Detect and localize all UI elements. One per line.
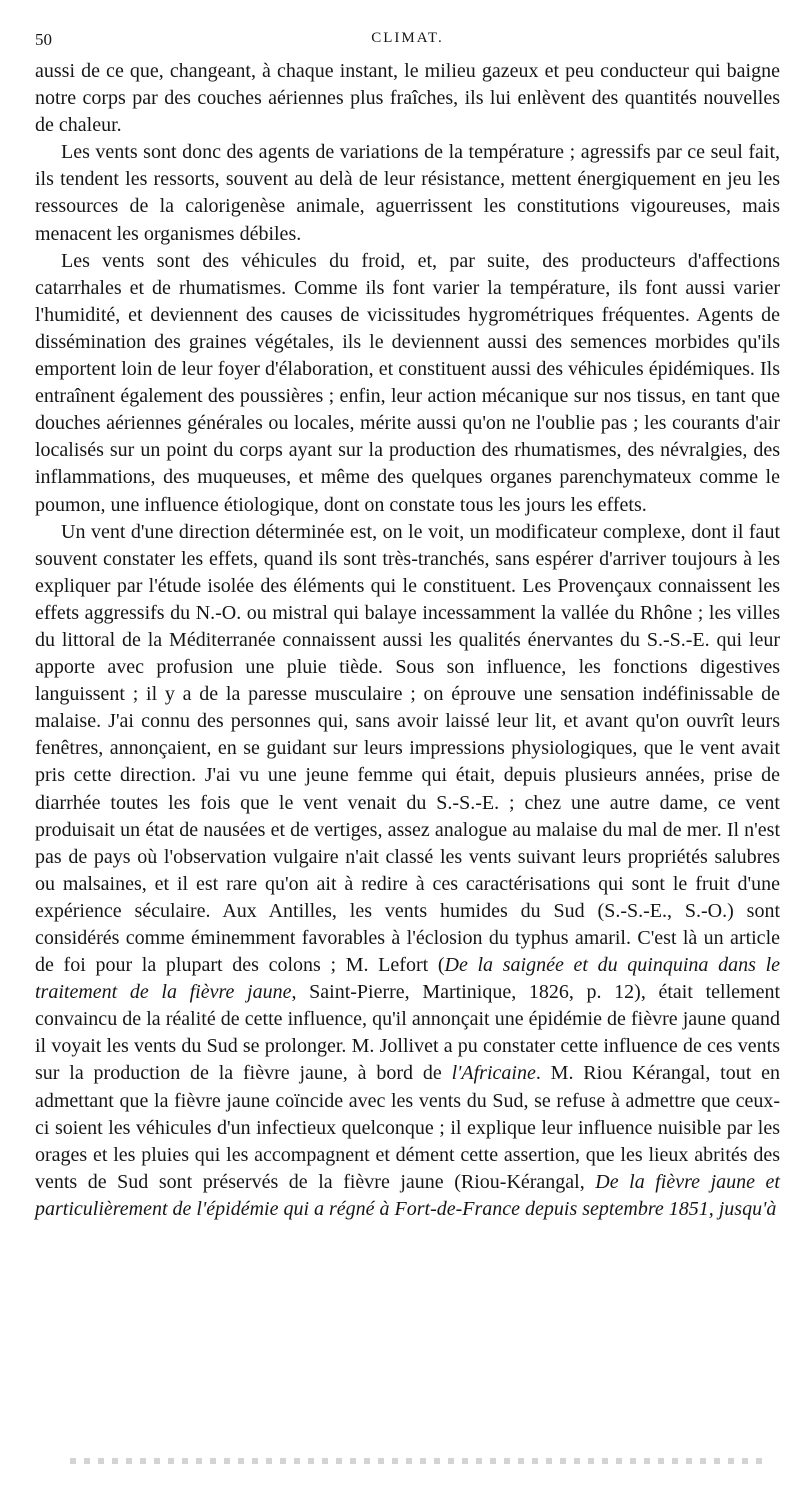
- italic-text-segment: De la saignée et du quinquina dans le traitement de la fièvre jaune: [35, 954, 781, 1004]
- body-text: [35, 58, 780, 1223]
- text-segment: aussi de ce que, changeant, à chaque instant, le milieu gazeux et peu conducteur qui baigne notre corps par des couches aériennes plus fraîches, ils lui enlèvent des quantités nouvelles de chaleur.: [35, 60, 780, 137]
- paragraph: [35, 139, 780, 247]
- text-segment: Les vents sont des véhicules du froid, et, par suite, des producteurs d'affections catarrhales et de rhumatismes. Comme ils font varier la température, ils font aussi varier l'humidité, et deviennent des causes de vicissitudes hygrométriques fréquentes. Agents de dissémination des graines végétales, ils le deviennent aussi des semences morbides qu'ils emportent loin de leur foyer d'élaboration, et constituent aussi des véhicules épidémiques. Ils entraînent également des poussières ; enfin, leur action mécanique sur nos tissus, en tant que douches aériennes générales ou locales, mérite aussi qu'on ne l'oublie pas ; les courants d'air localisés sur un point du corps ayant sur la production des rhumatismes, des névralgies, des inflammations, des muqueuses, et même des quelques organes parenchymateux comme le poumon, une influence étiologique, dont on constate tous les jours les effets.: [35, 249, 780, 516]
- paragraph: [35, 58, 780, 139]
- italic-text-segment: De la fièvre jaune et particulièrement de l'épidémie qui a régné à Fort-de-France depuis septembre 1851, jusqu'à: [35, 1170, 780, 1220]
- text-segment: . M. Riou Kérangal, tout en admettant que la fièvre jaune coïncide avec les vents du Sud, se refuse à admettre que ceux-ci soient les véhicules d'un infectieux quelconque ; il explique leur influence nuisible par les orages et les pluies qui les accompagnent et dément cette assertion, que les lieux abrités des vents de Sud sont préservés de la fièvre jaune (Riou-Kérangal,: [35, 1062, 780, 1193]
- running-head: [35, 30, 780, 54]
- scan-noise-line: [70, 1458, 770, 1464]
- text-segment: Les vents sont donc des agents de variations de la température ; agressifs par ce seul fait, ils tendent les ressorts, souvent au delà de leur résistance, mettent énergiquement en jeu les ressources de la calorigenèse animale, aguerrissent les constitutions vigoureuses, mais menacent les organismes débiles.: [35, 141, 780, 245]
- running-title: CLIMAT.: [371, 30, 444, 46]
- paragraph: [35, 519, 780, 1223]
- page-number: 50: [35, 30, 52, 49]
- italic-text-segment: l'Africaine: [451, 1062, 536, 1085]
- text-segment: , Saint-Pierre, Martinique, 1826, p. 12), était tellement convaincu de la réalité de cette influence, qu'il annonçait une épidémie de fièvre jaune quand il voyait les vents du Sud se prolonger. M. Jollivet a pu constater cette influence de ces vents sur la production de la fièvre jaune, à bord de: [35, 981, 780, 1085]
- text-segment: Un vent d'une direction déterminée est, on le voit, un modificateur complexe, dont il faut souvent constater les effets, quand ils sont très-tranchés, sans espérer d'arriver toujours à les expliquer par l'étude isolée des éléments qui le constituent. Les Provençaux connaissent les effets aggressifs du N.-O. ou mistral qui balaye incessamment la vallée du Rhône ; les villes du littoral de la Méditerranée connaissent aussi les qualités énervantes du S.-S.-E. qui leur apporte avec profusion une pluie tiède. Sous son influence, les fonctions digestives languissent ; il y a de la paresse musculaire ; on éprouve une sensation indéfinissable de malaise. J'ai connu des personnes qui, sans avoir laissé leur lit, et avant qu'on ouvrît leurs fenêtres, annonçaient, en se guidant sur leurs impressions physiologiques, que le vent avait pris cette direction. J'ai vu une jeune femme qui était, depuis plusieurs années, prise de diarrhée toutes les fois que le vent venait du S.-S.-E. ; chez une autre dame, ce vent produisait un état de nausées et de vertiges, assez analogue au malaise du mal de mer. Il n'est pas de pays où l'observation vulgaire n'ait classé les vents suivant leurs propriétés salubres ou malsaines, et il est rare qu'on ait à redire à ces caractérisations qui sont le fruit d'une expérience séculaire. Aux Antilles, les vents humides du Sud (S.-S.-E., S.-O.) sont considérés comme éminemment favorables à l'éclosion du typhus amaril. C'est là un article de foi pour la plupart des colons ; M. Lefort (: [35, 520, 780, 977]
- paragraph: [35, 248, 780, 519]
